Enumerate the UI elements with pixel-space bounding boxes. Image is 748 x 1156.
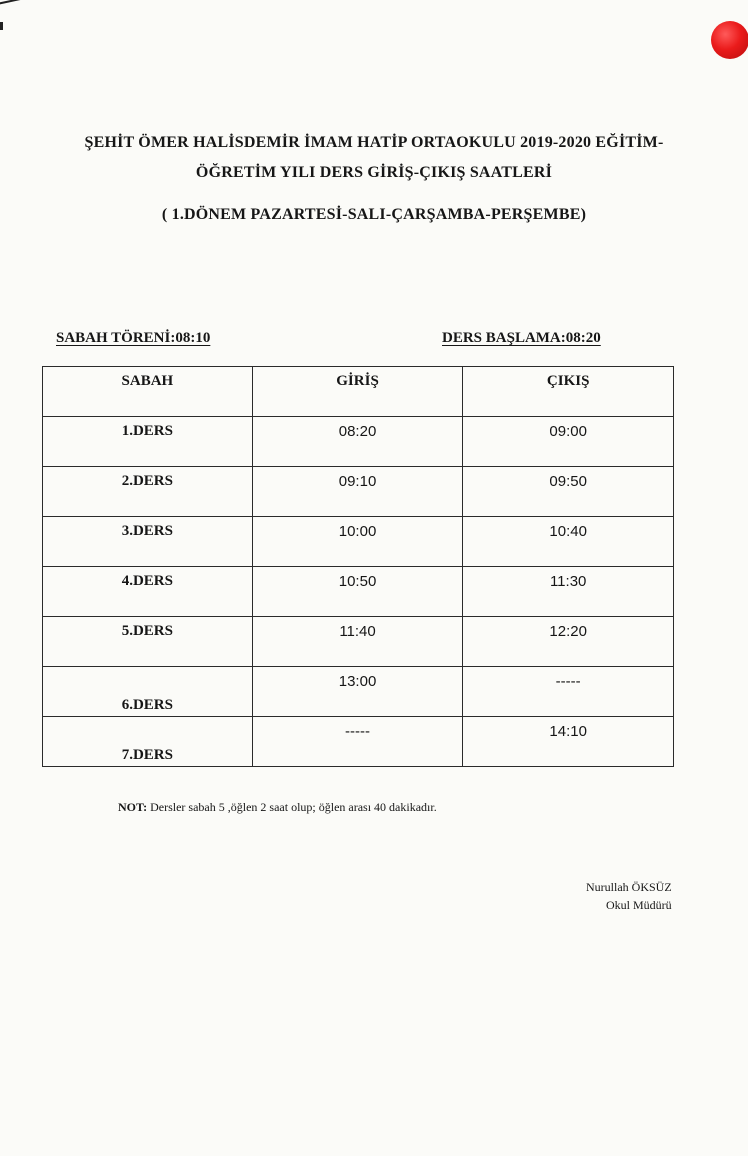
lesson-start-time: DERS BAŞLAMA:08:20	[442, 330, 601, 346]
table-header-row	[43, 367, 674, 417]
table-row	[43, 667, 674, 717]
table-row	[43, 567, 674, 617]
document-title-line-2: ÖĞRETİM YILI DERS GİRİŞ-ÇIKIŞ SAATLERİ	[195, 164, 553, 181]
lesson-label: 7.DERS	[43, 717, 253, 767]
document-title-line-1: ŞEHİT ÖMER HALİSDEMİR İMAM HATİP ORTAOKULU 2019-2020 EĞİTİM-	[84, 134, 664, 151]
footnote-label: NOT:	[118, 800, 148, 814]
exit-time: 10:40	[463, 517, 674, 567]
entry-time: -----	[252, 717, 463, 767]
lesson-label: 4.DERS	[43, 567, 253, 617]
entry-time: 13:00	[252, 667, 463, 717]
schedule-table	[42, 366, 674, 767]
table-row	[43, 417, 674, 467]
lesson-label: 5.DERS	[43, 617, 253, 667]
entry-time: 10:00	[252, 517, 463, 567]
exit-time: 11:30	[463, 567, 674, 617]
table-row	[43, 517, 674, 567]
entry-time: 08:20	[252, 417, 463, 467]
table-row	[43, 617, 674, 667]
signature-block	[586, 878, 672, 914]
exit-time: 09:50	[463, 467, 674, 517]
lesson-label: 1.DERS	[43, 417, 253, 467]
footnote	[118, 800, 437, 815]
exit-time: 12:20	[463, 617, 674, 667]
exit-time: 14:10	[463, 717, 674, 767]
exit-time: 09:00	[463, 417, 674, 467]
header-giris: GİRİŞ	[252, 367, 463, 417]
corner-scan-mark	[0, 0, 51, 22]
corner-scan-tick	[0, 22, 3, 30]
footnote-text: Dersler sabah 5 ,öğlen 2 saat olup; öğlen arası 40 dakikadır.	[147, 800, 437, 814]
lesson-label: 6.DERS	[43, 667, 253, 717]
header-cikis: ÇIKIŞ	[463, 367, 674, 417]
entry-time: 10:50	[252, 567, 463, 617]
table-row	[43, 717, 674, 767]
entry-time: 11:40	[252, 617, 463, 667]
lesson-label: 2.DERS	[43, 467, 253, 517]
entry-time: 09:10	[252, 467, 463, 517]
lesson-label: 3.DERS	[43, 517, 253, 567]
table-row	[43, 467, 674, 517]
exit-time: -----	[463, 667, 674, 717]
principal-name: Nurullah ÖKSÜZ	[586, 880, 672, 894]
header-sabah: SABAH	[43, 367, 253, 417]
principal-title: Okul Müdürü	[606, 898, 672, 912]
red-dot-sticker	[711, 21, 748, 59]
document-subtitle-term: ( 1.DÖNEM PAZARTESİ-SALI-ÇARŞAMBA-PERŞEMBE)	[161, 206, 587, 223]
morning-ceremony-time: SABAH TÖRENİ:08:10	[56, 330, 211, 346]
